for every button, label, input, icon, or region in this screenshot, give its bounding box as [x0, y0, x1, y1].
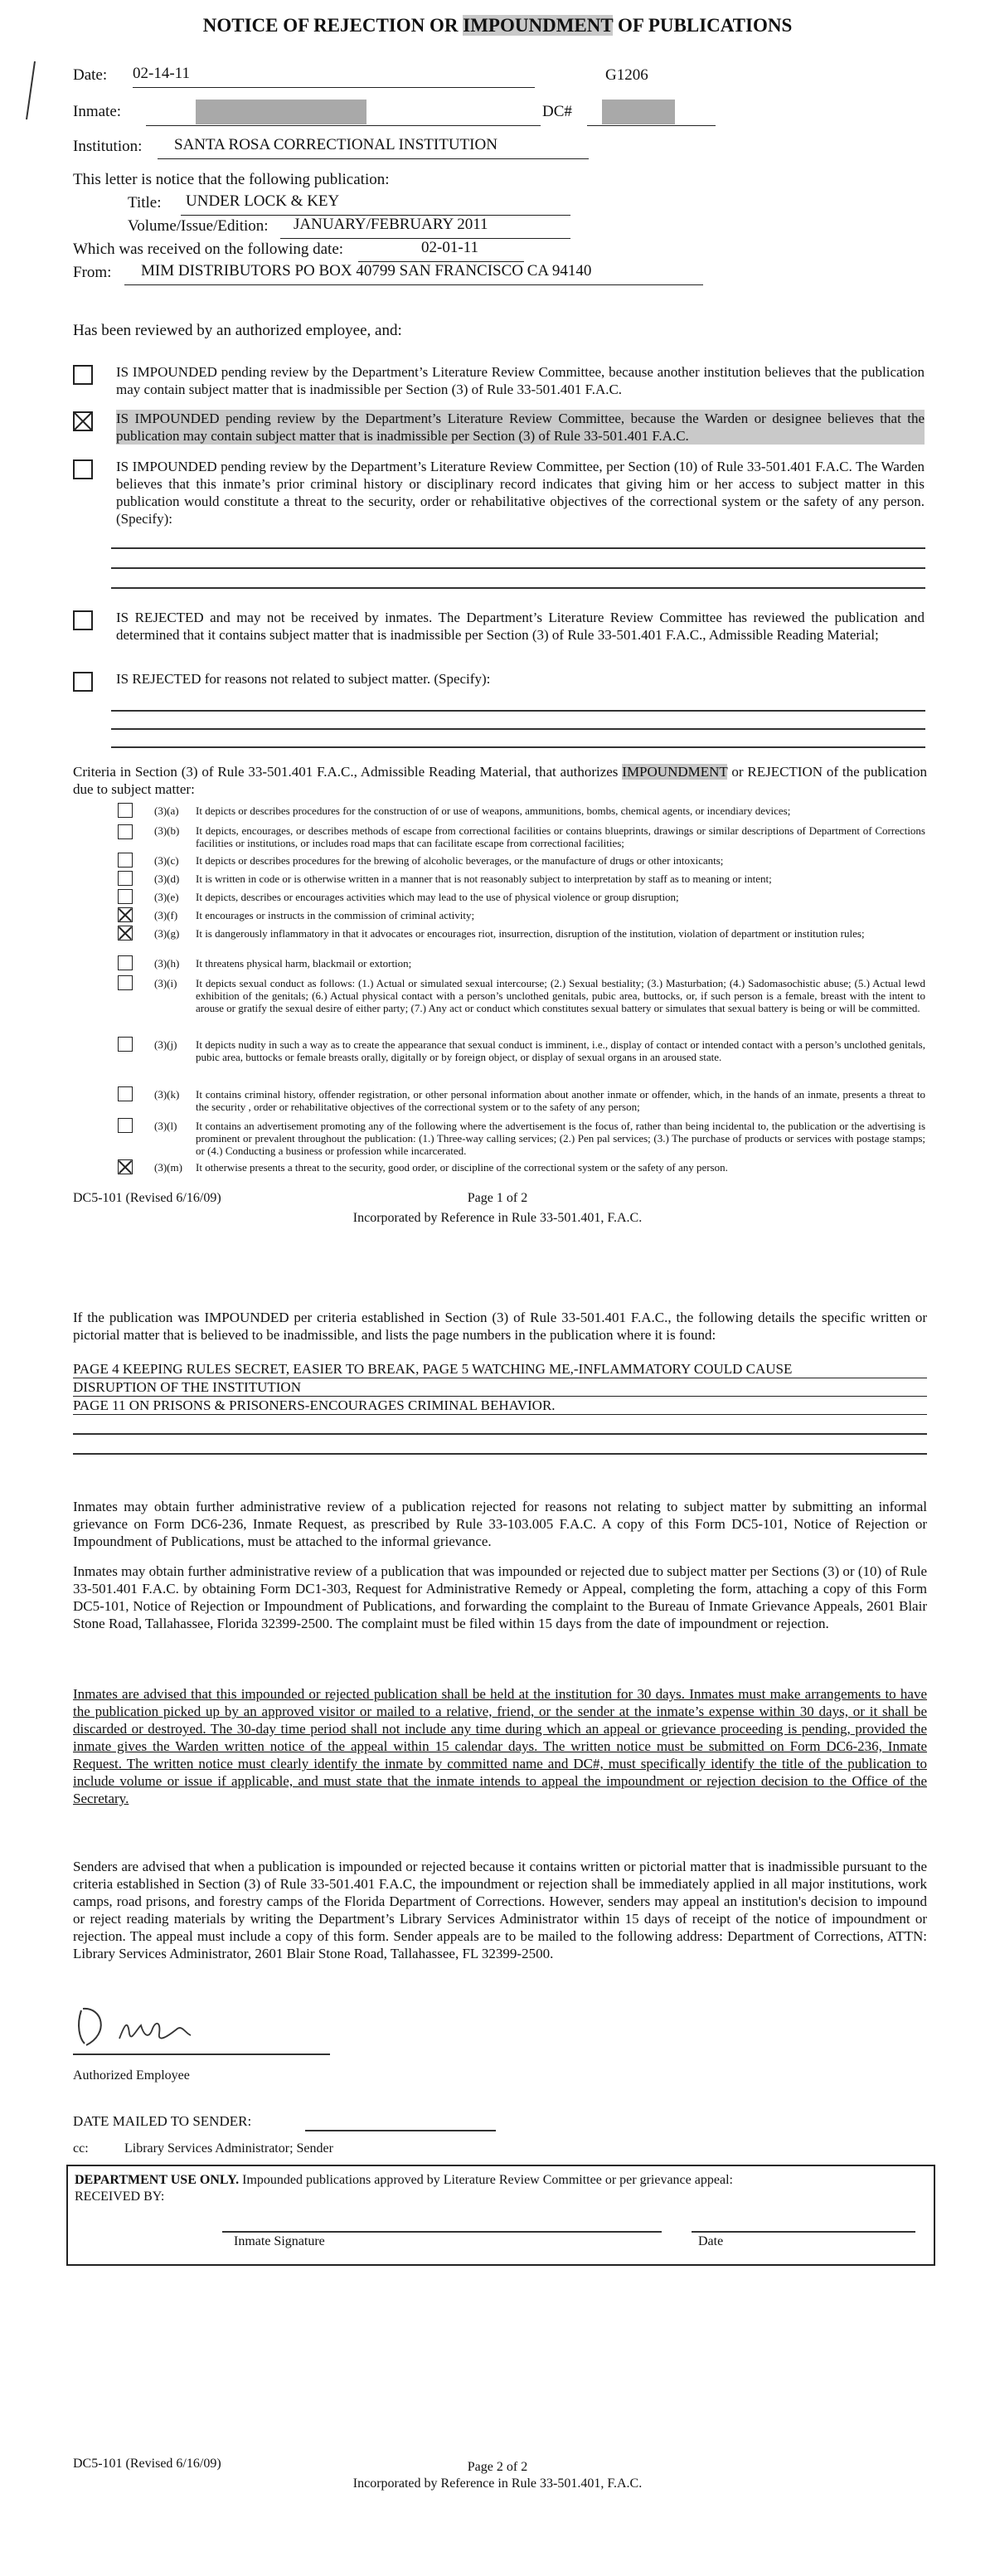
date-field	[133, 65, 535, 88]
date-value: 02-14-11	[133, 65, 190, 82]
date-caption: Date	[698, 2234, 724, 2248]
received-label: Which was received on the following date:	[73, 241, 344, 258]
inmate-signature-line	[222, 2231, 662, 2233]
option-checkbox-5[interactable]	[73, 672, 93, 692]
criteria-text: It depicts, describes or encourages activities which may lead to the use of physical violence or group disruption;	[196, 891, 679, 903]
criteria-code: (3)(c)	[154, 854, 179, 867]
option-checkbox-1[interactable]	[73, 365, 93, 385]
received-by-label: RECEIVED BY:	[75, 2190, 165, 2204]
specify-line	[111, 746, 925, 748]
criteria-code: (3)(f)	[154, 909, 178, 921]
criteria-text: It depicts, encourages, or describes methods of escape from correctional facilities or contains blueprints, drawings or similar descriptions of Department of Corrections facilities or institutions, or includes road maps that can facilitate escape from correctional facilities;	[196, 824, 925, 849]
dc-number-redaction	[602, 100, 675, 124]
criteria-code: (3)(i)	[154, 977, 177, 989]
received-field	[358, 239, 524, 262]
dc-number-field	[587, 100, 716, 126]
criteria-checkbox-3a[interactable]	[118, 803, 133, 818]
criteria-code: (3)(d)	[154, 872, 180, 885]
cc-label: cc:	[73, 2141, 89, 2156]
form-title: NOTICE OF REJECTION OR IMPOUNDMENT OF PUBLICATIONS	[202, 15, 793, 36]
dc-number-label: DC#	[542, 103, 572, 120]
form-code: G1206	[605, 66, 648, 84]
page-2	[0, 1244, 995, 2576]
criteria-checkbox-3c[interactable]	[118, 853, 133, 868]
institution-value: SANTA ROSA CORRECTIONAL INSTITUTION	[174, 136, 498, 153]
criteria-text: It depicts nudity in such a way as to create the appearance that sexual conduct is imminent, i.e., display of contact or intended contact with a person’s unclothed genitals, pubic area, buttocks or female breasts orally, digitally or by foreign object, or display of sexual organs in an aroused state.	[196, 1038, 925, 1063]
specify-line	[111, 728, 925, 730]
informal-review-paragraph: Inmates may obtain further administrative review of a publication rejected for reasons not relating to subject matter by submitting an informal grievance on Form DC6-236, Inmate Request, as prescribed by Rule 33-103.005 F.A.C. A copy of this Form DC5-101, Notice of Rejection or Impoundment of Publications, must be attached to the informal grievance.	[73, 1499, 927, 1549]
specify-line	[111, 547, 925, 549]
inmate-signature-caption: Inmate Signature	[234, 2234, 325, 2248]
received-date-value: 02-01-11	[421, 239, 478, 256]
criteria-intro: Criteria in Section (3) of Rule 33-501.401 F.A.C., Admissible Reading Material, that authorizes IMPOUNDMENT or REJECTION of the publication due to subject matter:	[73, 764, 927, 797]
inmate-label: Inmate:	[73, 103, 122, 120]
criteria-code: (3)(k)	[154, 1088, 180, 1101]
inmate-name-redaction	[196, 100, 366, 124]
criteria-text: It contains criminal history, offender registration, or other personal information about another inmate or offender, which, in the hands of an inmate, presents a threat to the security , order or rehabilitative objectives of the correctional system or to the safety of any person;	[196, 1088, 925, 1113]
publication-title-value: UNDER LOCK & KEY	[186, 192, 340, 210]
criteria-code: (3)(h)	[154, 957, 180, 970]
criteria-text: It threatens physical harm, blackmail or extortion;	[196, 957, 412, 970]
signature-image	[70, 2000, 269, 2054]
volume-value: JANUARY/FEBRUARY 2011	[294, 216, 488, 233]
footer-reference: Incorporated by Reference in Rule 33-501.401, F.A.C.	[352, 2476, 643, 2491]
criteria-checkbox-3m[interactable]	[118, 1159, 133, 1174]
date-mailed-line	[305, 2130, 496, 2131]
footer-reference: Incorporated by Reference in Rule 33-501.401, F.A.C.	[352, 1211, 643, 1225]
volume-field	[280, 216, 570, 239]
publication-title-field	[181, 192, 570, 216]
criteria-code: (3)(e)	[154, 891, 179, 903]
criteria-text: It is dangerously inflammatory in that it advocates or encourages riot, insurrection, disruption of the institution, violation of department or institution rules;	[196, 927, 865, 940]
page-1	[0, 0, 995, 1244]
formal-review-paragraph: Inmates may obtain further administrative review of a publication that was impounded or rejected due to subject matter per Sections (3) or (10) of Rule 33-501.401 F.A.C. by obtaining Form DC1-303, Request for Administrative Remedy or Appeal, completing the form, attaching a copy of this Form DC5-101, Notice of Rejection or Impoundment of Publications, and forwarding the complaint to the Bureau of Inmate Grievance Appeals, 2601 Blair Stone Road, Tallahassee, Florida 32399-2500. The complaint must be filed within 15 days from the date of impoundment or rejection.	[73, 1563, 927, 1631]
option-text-1: IS IMPOUNDED pending review by the Department’s Literature Review Committee, because another institution believes that the publication may contain subject matter that is inadmissible per Section (3) of Rule 33-501.401 F.A.C.	[116, 364, 925, 397]
date-label: Date:	[73, 66, 108, 84]
from-field	[124, 262, 703, 285]
cc-value: Library Services Administrator; Sender	[124, 2141, 333, 2156]
criteria-text: It otherwise presents a threat to the security, good order, or discipline of the correctional system or the safety of any person.	[196, 1161, 728, 1174]
criteria-text: It contains an advertisement promoting any of the following where the advertisement is the focus of, rather than being incidental to, the publication or the advertising is prominent or prevalent throughout the publication: (1.) Three-way calling services; (2.) Pen pal services; (3.) The purchase of products or services with postage stamps; or (4.) Conducting a business or profession while incarcerated.	[196, 1120, 925, 1157]
department-use-box	[66, 2165, 935, 2266]
criteria-text: It depicts sexual conduct as follows: (1.) Actual or simulated sexual intercourse; (2.) Sexual bestiality; (3.) Masturbation; (4.) Sadomasochistic abuse; (5.) Actual lewd exhibition of the genitals; (6.) Actual physical contact with a person’s unclothed genitals, pubic area, buttocks, or, if such person is a female, breast with the intent to arouse or gratify the sexual desire of either party; (7.) Any act or conduct which constitutes sexual battery or simulates that sexual battery is being or will be committed.	[196, 977, 925, 1014]
inmate-name-field	[146, 100, 541, 126]
criteria-checkbox-3f[interactable]	[118, 907, 133, 922]
specify-line	[111, 567, 925, 569]
department-use-text: DEPARTMENT USE ONLY. Impounded publications approved by Literature Review Committee or per grievance appeal:	[75, 2173, 733, 2187]
option-text-2: IS IMPOUNDED pending review by the Department’s Literature Review Committee, because the Warden or designee believes that the publication may contain subject matter that is inadmissible per Section (3) of Rule 33-501.401 F.A.C.	[116, 411, 925, 444]
detail-line-2: DISRUPTION OF THE INSTITUTION	[73, 1378, 927, 1397]
footer-form-number: DC5-101 (Revised 6/16/09)	[73, 2457, 221, 2471]
institution-label: Institution:	[73, 138, 143, 155]
from-label: From:	[73, 264, 112, 281]
publication-title-label: Title:	[128, 194, 162, 211]
footer-form-number: DC5-101 (Revised 6/16/09)	[73, 1191, 221, 1205]
criteria-text: It depicts or describes procedures for the construction of or use of weapons, ammunitions, bombs, chemical agents, or incendiary devices;	[196, 804, 791, 817]
date-line	[692, 2231, 915, 2233]
signature-line	[73, 2054, 330, 2055]
detail-blank-line	[73, 1453, 927, 1455]
criteria-checkbox-3b[interactable]	[118, 824, 133, 839]
footer-page-number: Page 2 of 2	[467, 2460, 528, 2474]
criteria-code: (3)(b)	[154, 824, 180, 837]
option-text-3: IS IMPOUNDED pending review by the Department’s Literature Review Committee, per Section (10) of Rule 33-501.401 F.A.C. The Warden believes that this inmate’s prior criminal history or disciplinary record indicates that giving him or her access to subject matter in this publication would constitute a threat to the security, order or rehabilitative objectives of the correctional system or the safety of any person. (Specify):	[116, 459, 925, 527]
detail-line-3: PAGE 11 ON PRISONS & PRISONERS-ENCOURAGES CRIMINAL BEHAVIOR.	[73, 1397, 927, 1415]
specify-line	[111, 710, 925, 712]
option-checkbox-3[interactable]	[73, 459, 93, 479]
criteria-text: It encourages or instructs in the commission of criminal activity;	[196, 909, 475, 921]
criteria-checkbox-3i[interactable]	[118, 975, 133, 990]
criteria-code: (3)(l)	[154, 1120, 177, 1132]
criteria-checkbox-3d[interactable]	[118, 871, 133, 886]
criteria-code: (3)(a)	[154, 804, 179, 817]
from-value: MIM DISTRIBUTORS PO BOX 40799 SAN FRANCISCO CA 94140	[141, 262, 592, 279]
reviewed-by-text: Has been reviewed by an authorized employee, and:	[73, 322, 402, 339]
option-text-5: IS REJECTED for reasons not related to subject matter. (Specify):	[116, 671, 491, 687]
margin-pen-mark	[18, 58, 43, 124]
option-text-4: IS REJECTED and may not be received by inmates. The Department’s Literature Review Committee has reviewed the publication and determined that it contains subject matter that is inadmissible per Section (3) of Rule 33-501.401 F.A.C., Admissible Reading Material;	[116, 610, 925, 643]
option-checkbox-2[interactable]	[73, 411, 93, 431]
authorized-employee-caption: Authorized Employee	[73, 2068, 190, 2083]
criteria-code: (3)(m)	[154, 1161, 182, 1174]
criteria-text: It depicts or describes procedures for the brewing of alcoholic beverages, or the manufacture of drugs or other intoxicants;	[196, 854, 724, 867]
senders-paragraph: Senders are advised that when a publication is impounded or rejected because it contains written or pictorial matter that is inadmissible pursuant to the criteria established in Section (3) of Rule 33-501.401 F.A.C, the impoundment or rejection shall be immediately applied in all major institutions, work camps, road prisons, and forestry camps of the Florida Department of Corrections. However, senders may appeal an institution's decision to impound or reject reading materials by writing the Department’s Library Services Administrator within 15 days of receipt of the notice of impoundment or rejection. The appeal must include a copy of this form. Sender appeals are to be mailed to the following address: Department of Corrections, ATTN: Library Services Administrator, 2601 Blair Stone Road, Tallahassee, FL 32399-2500.	[73, 1859, 927, 1961]
date-mailed-label: DATE MAILED TO SENDER:	[73, 2113, 252, 2129]
criteria-text: It is written in code or is otherwise written in a manner that is not reasonably subject to interpretation by staff as to meaning or intent;	[196, 872, 772, 885]
criteria-checkbox-3h[interactable]	[118, 955, 133, 970]
holding-period-paragraph: Inmates are advised that this impounded or rejected publication shall be held at the institution for 30 days. Inmates must make arrangements to have the publication picked up by an approved visitor or mailed to a relative, friend, or the sender at the inmate’s expense within 30 days, or it shall be discarded or destroyed. The 30-day time period shall not include any time during which an appeal or grievance proceeding is pending, provided the inmate gives the Warden written notice of the appeal within 15 calendar days. The written notice must be submitted on Form DC6-236, Inmate Request. The written notice must clearly identify the inmate by committed name and DC#, must specifically identify the title of the publication to include volume or issue if applicable, and must state that the inmate intends to appeal the impoundment or rejection decision to the Office of the Secretary.	[73, 1686, 927, 1806]
criteria-checkbox-3j[interactable]	[118, 1037, 133, 1052]
detail-blank-line	[73, 1433, 927, 1435]
criteria-code: (3)(j)	[154, 1038, 177, 1051]
impound-details-text: If the publication was IMPOUNDED per criteria established in Section (3) of Rule 33-501.401 F.A.C., the following details the specific written or pictorial matter that is believed to be inadmissible, and lists the page numbers in the publication where it is found:	[73, 1310, 927, 1343]
notice-intro: This letter is notice that the following publication:	[73, 171, 390, 188]
criteria-checkbox-3g[interactable]	[118, 926, 133, 940]
institution-field	[158, 136, 589, 159]
detail-line-1: PAGE 4 KEEPING RULES SECRET, EASIER TO BREAK, PAGE 5 WATCHING ME,-INFLAMMATORY COULD CAUSE	[73, 1360, 927, 1378]
criteria-code: (3)(g)	[154, 927, 180, 940]
specify-line	[111, 587, 925, 589]
criteria-checkbox-3k[interactable]	[118, 1086, 133, 1101]
volume-label: Volume/Issue/Edition:	[128, 217, 269, 235]
footer-page-number: Page 1 of 2	[467, 1191, 528, 1205]
criteria-checkbox-3l[interactable]	[118, 1118, 133, 1133]
criteria-checkbox-3e[interactable]	[118, 889, 133, 904]
option-checkbox-4[interactable]	[73, 610, 93, 630]
